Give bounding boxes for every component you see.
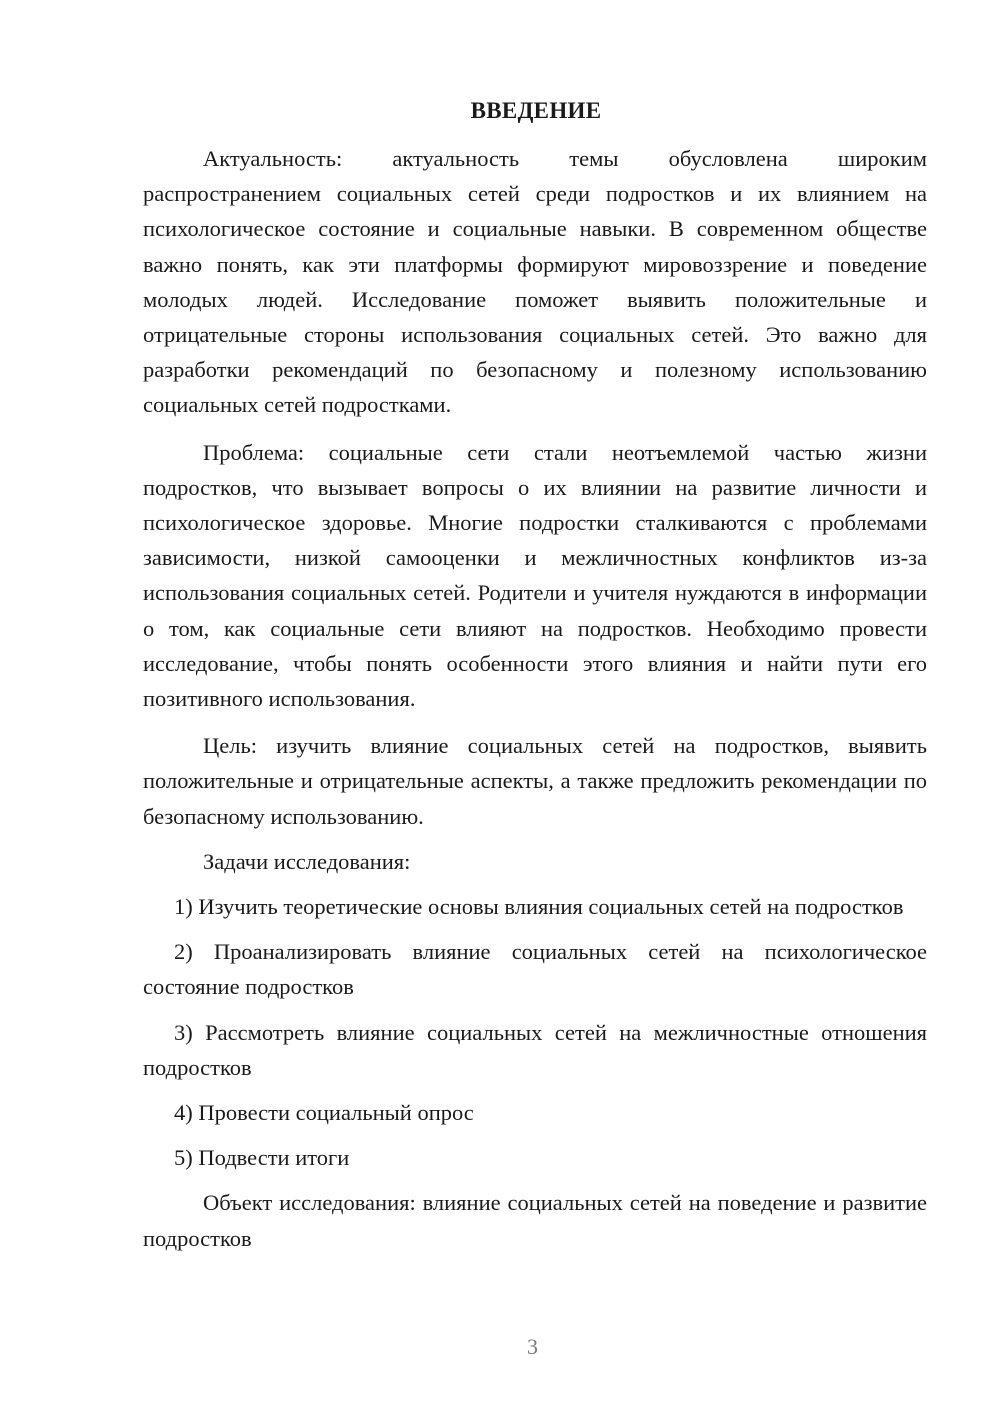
paragraph-relevance: Актуальность: актуальность темы обусловлена широким распространением социальных сетей среди подростков и их влиянием на психологическое состояние и социальные навыки. В современном обществе важно понять, как эти платформы формируют мировоззрение и поведение молодых людей. Исследование поможет выявить положительные и отрицательные стороны использования социальных сетей. Это важно для разработки рекомендаций по безопасному и полезному использованию социальных сетей подростками. (143, 146, 927, 418)
task-item-3: 3) Рассмотреть влияние социальных сетей на межличностные отношения подростков (143, 1019, 927, 1080)
page-title: ВВЕДЕНИЕ (470, 98, 602, 123)
document-body (143, 141, 927, 1256)
paragraph-goal: Цель: изучить влияние социальных сетей на подростков, выявить положительные и отрицательные аспекты, а также предложить рекомендации по безопасному использованию. (143, 733, 927, 829)
task-item-5: 5) Подвести итоги (174, 1145, 350, 1171)
paragraph-problem: Проблема: социальные сети стали неотъемлемой частью жизни подростков, что вызывает вопросы о их влиянии на развитие личности и психологическое здоровье. Многие подростки сталкиваются с проблемами зависимости, низкой самооценки и межличностных конфликтов из-за использования социальных сетей. Родители и учителя нуждаются в информации о том, как социальные сети влияют на подростков. Необходимо провести исследование, чтобы понять особенности этого влияния и найти пути его позитивного использования. (143, 439, 927, 712)
tasks-title: Задачи исследования: (203, 848, 411, 874)
task-item-1: 1) Изучить теоретические основы влияния социальных сетей на подростков (174, 894, 904, 920)
task-item-2: 2) Проанализировать влияние социальных сетей на психологическое состояние подростков (143, 939, 927, 1000)
paragraph-object: Объект исследования: влияние социальных сетей на поведение и развитие подростков (143, 1190, 927, 1251)
task-item-4: 4) Провести социальный опрос (174, 1100, 474, 1126)
page-number: 3 (527, 1334, 538, 1359)
